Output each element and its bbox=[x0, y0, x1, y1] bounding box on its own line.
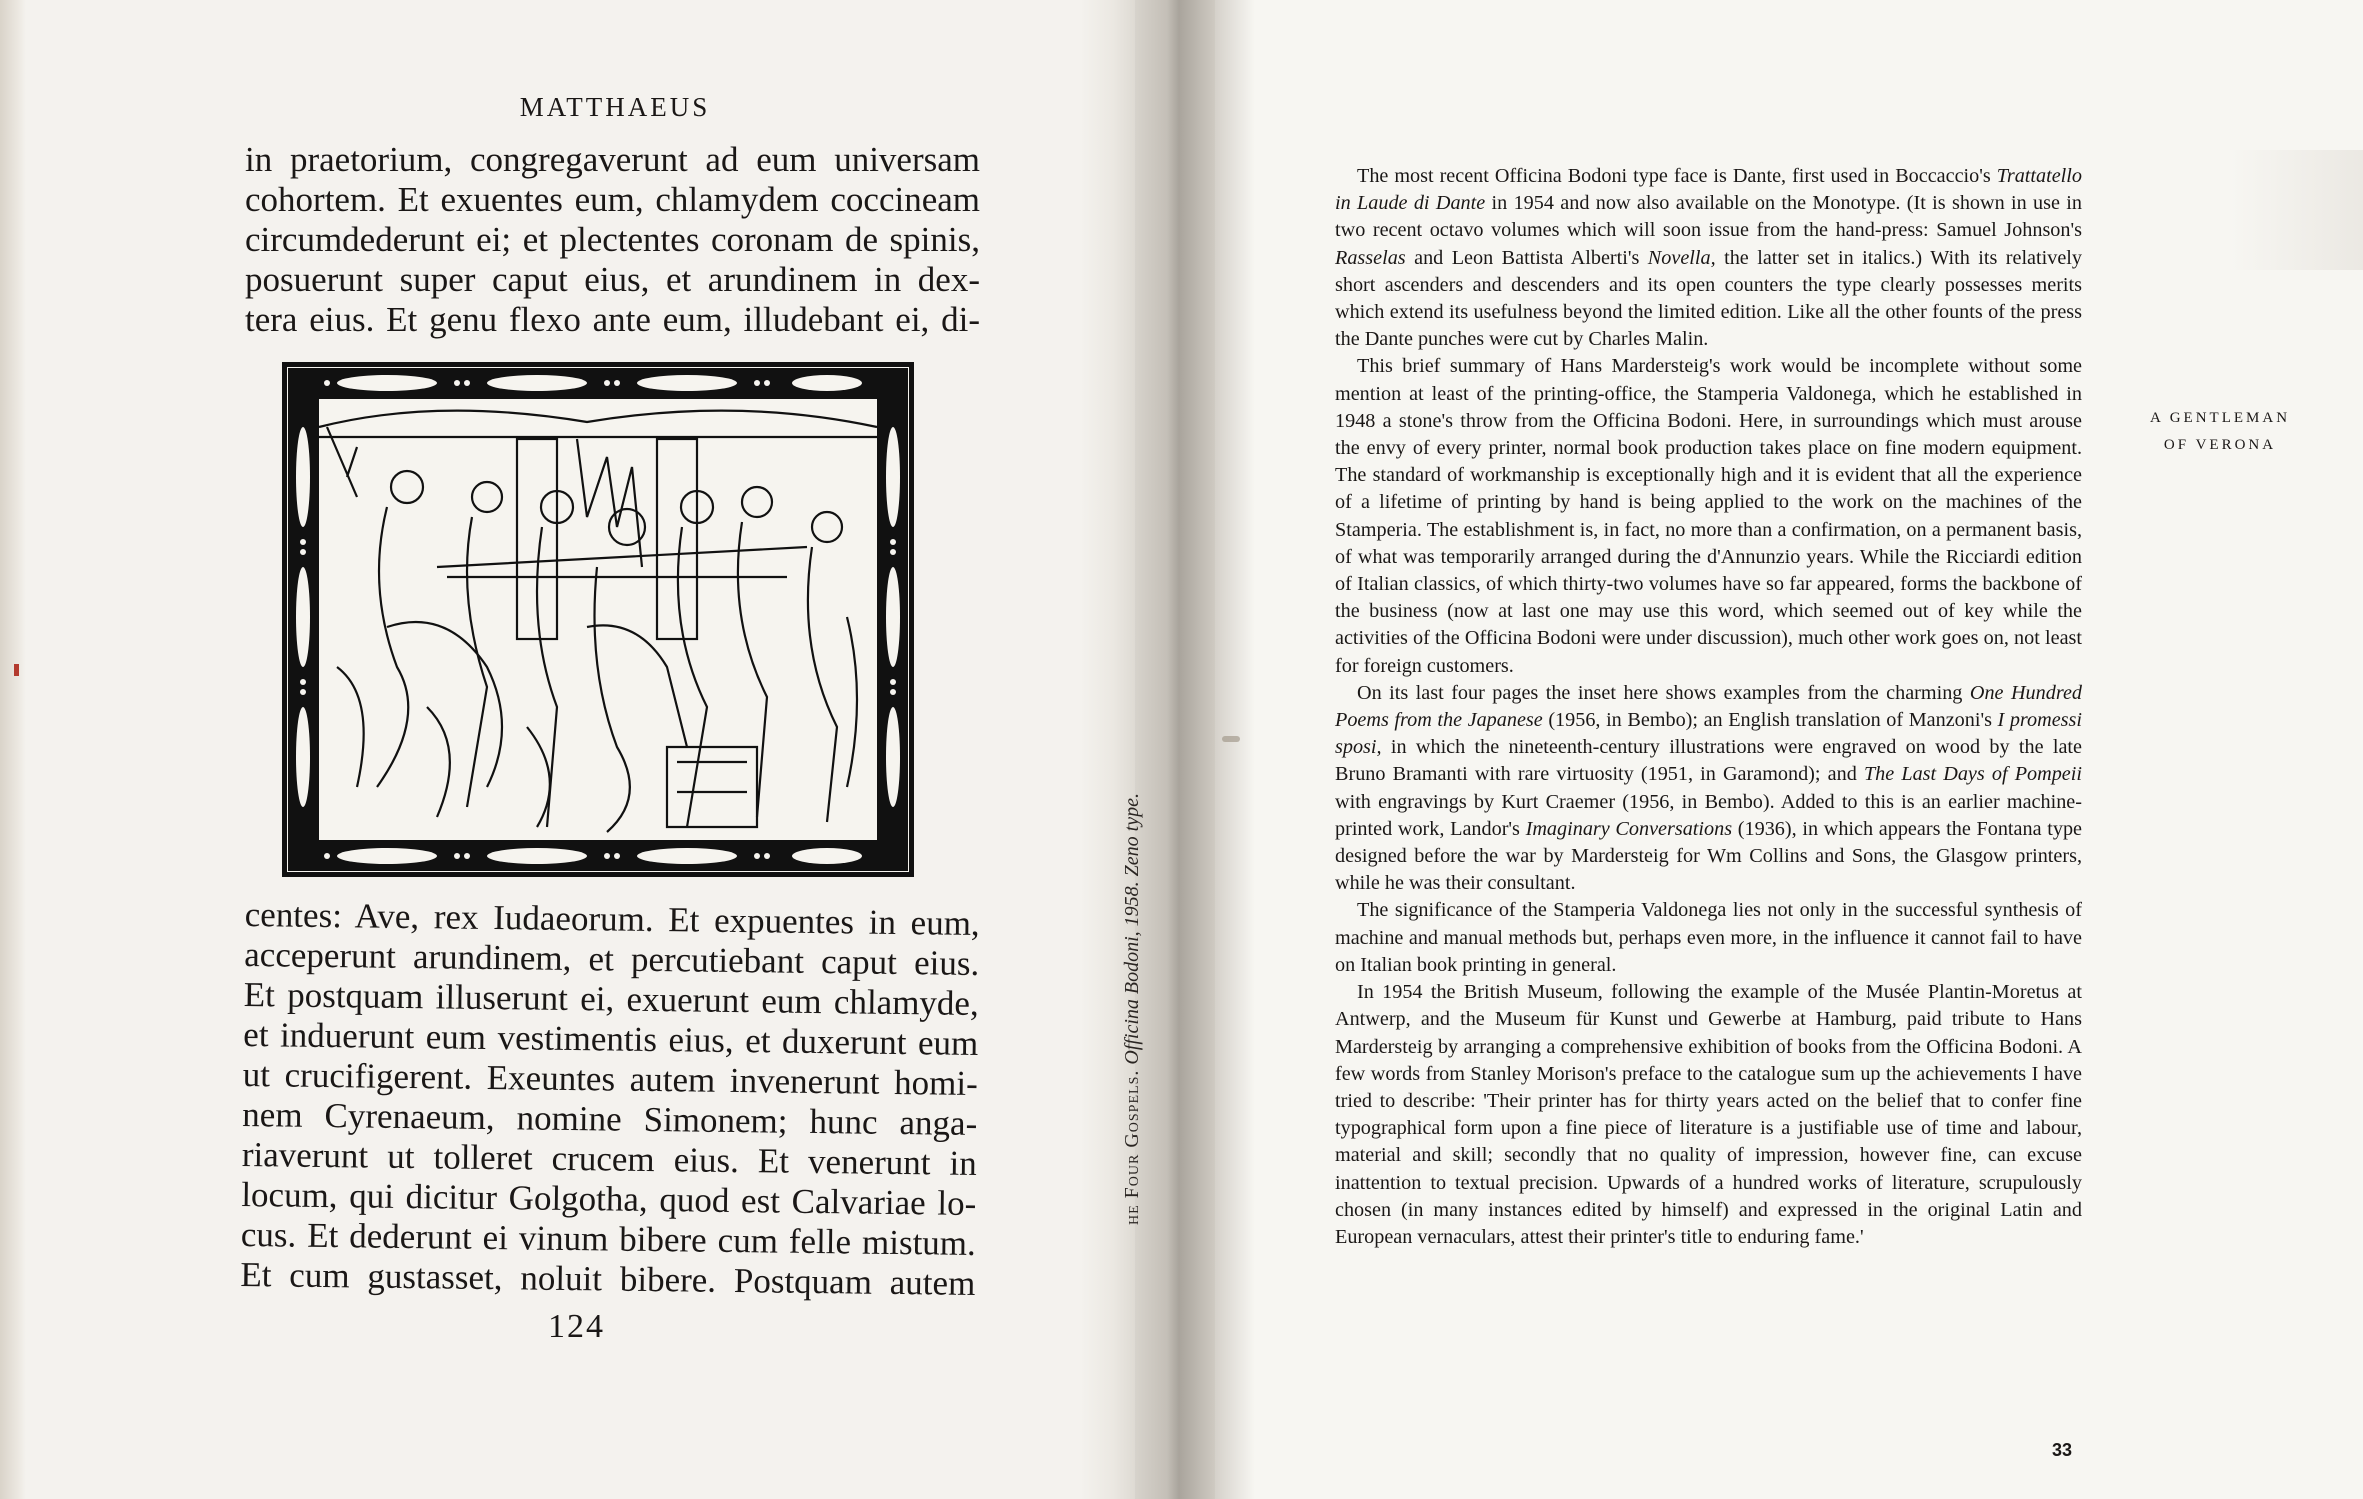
text-run: with engravings by Kurt Craemer (1956, in Bembo). Added to this is an earlier machine-printed work, Landor's bbox=[1335, 790, 2082, 840]
text-line: riaverunt ut tolleret crucem eius. Et venerunt in bbox=[241, 1134, 978, 1183]
text-run: in 1954 and now also available on the Monotype. (It is shown in use in two recent octavo volumes which will soon issue from the hand-press: Samuel Johnson's bbox=[1335, 192, 2082, 242]
text-run: in which the nineteenth-century illustrations were engraved on wood by the late Bruno Bramanti with rare virtuosity (1951, in Garamond); and bbox=[1335, 736, 2082, 786]
text-line: Et postquam illuserunt ei, exuerunt eum chlamyde, bbox=[243, 974, 979, 1023]
right-page-edge bbox=[2230, 150, 2363, 270]
caption-book-title: he Four Gospels. bbox=[1121, 1069, 1143, 1225]
paragraph bbox=[1335, 979, 2082, 1251]
woodcut-scene bbox=[319, 411, 877, 832]
right-body-text bbox=[1335, 163, 2082, 1251]
text-line: nem Cyrenaeum, nomine Simonem; hunc anga- bbox=[242, 1094, 978, 1143]
woodcut-illustration bbox=[282, 362, 914, 877]
italic-title: Trattatello in Laude di Dante bbox=[1335, 165, 2082, 215]
italic-title: I promessi sposi, bbox=[1335, 709, 2082, 759]
paragraph bbox=[1335, 680, 2082, 898]
text-run: In 1954 the British Museum, following the example of the Musée Plantin-Moretus at Antwerp, and the Museum für Kunst und Gewerbe at Hamburg, paid tribute to Hans Mardersteig by arranging a comprehensive exhibition of books from the Officina Bodoni. A few words from Stanley Morison's preface to the catalogue sum up the achievements I have tried to describe: 'Their printer has for thirty years acted on the belief that to confer fine typographical form upon a fine piece of literature is a justifiable use of time and labour, material and skill; secondly that no quality of impression, however fine, can excuse inattention to textual precision. Upwards of a hundred works of literature, scrupulously chosen (in many instances edited by himself) and expressed in the original Latin and European vernaculars, attest their printer's title to enduring fame.' bbox=[1335, 981, 2082, 1248]
paragraph bbox=[1335, 163, 2082, 353]
page-edge-mark bbox=[14, 664, 19, 676]
right-gutter-shadow bbox=[1215, 0, 1255, 1499]
text-line: posuerunt super caput eius, et arundinem in dex- bbox=[245, 260, 980, 299]
spine-caption bbox=[1121, 765, 1155, 1225]
side-heading bbox=[2135, 405, 2305, 459]
text-run: This brief summary of Hans Mardersteig's work would be incomplete without some mention at least of the printing-office, the Stamperia Valdonega, which he established in 1948 a stone's throw from the Officina Bodoni. Here, in surroundings which must arouse the envy of every printer, normal book production takes place on fine modern equipment. The standard of workmanship is exceptionally high and it is evident that all the experience of a lifetime of printing by hand is being applied to the work on the machines of the Stamperia. The establishment is, in fact, no more than a confirmation, on a permanent basis, of what was temporarily arranged during the d'Annunzio years. While the Ricciardi edition of Italian classics, of which thirty-two volumes have so far appeared, forms the backbone of the business (now at last one may use this word, which seemed out of key while the activities of the Officina Bodoni were under discussion), much other work goes on, not least for foreign customers. bbox=[1335, 355, 2082, 677]
left-text-bottom bbox=[240, 895, 980, 1304]
woodcut-image bbox=[287, 367, 909, 872]
border-ornament-left bbox=[289, 369, 317, 870]
book-spine bbox=[1135, 0, 1215, 1499]
italic-title: Novella, bbox=[1647, 246, 1716, 269]
text-line: cohortem. Et exuentes eum, chlamydem coccineam bbox=[245, 180, 980, 219]
page-number-right: 33 bbox=[2052, 1440, 2073, 1460]
paragraph bbox=[1335, 353, 2082, 679]
text-run: (1936), in which appears the Fontana type designed before the war by Mardersteig for Wm Collins and Sons, the Glasgow printers, while he was their consultant. bbox=[1335, 817, 2082, 895]
page-number-left: 124 bbox=[548, 1308, 605, 1345]
text-line: centes: Ave, rex Iudaeorum. Et expuentes in eum, bbox=[244, 895, 980, 943]
left-text-top bbox=[245, 140, 980, 340]
text-run: and Leon Battista Alberti's bbox=[1405, 246, 1648, 269]
text-line: cus. Et dederunt ei vinum bibere cum felle mistum. bbox=[240, 1214, 977, 1263]
text-line: ut crucifigerent. Exeuntes autem invenerunt homi- bbox=[242, 1054, 978, 1103]
text-line: circumdederunt ei; et plectentes coronam de spinis, bbox=[245, 220, 980, 259]
text-line: locum, qui dicitur Golgotha, quod est Calvariae lo- bbox=[241, 1174, 977, 1223]
left-page-edge bbox=[0, 0, 26, 1499]
text-line: tera eius. Et genu flexo ante eum, illudebant ei, di- bbox=[245, 300, 980, 339]
caption-imprint: Officina Bodoni, 1958. Zeno type. bbox=[1121, 793, 1143, 1070]
side-heading-line: A GENTLEMAN bbox=[2149, 410, 2291, 426]
text-line: in praetorium, congregaverunt ad eum universam bbox=[245, 140, 980, 179]
text-run: The significance of the Stamperia Valdonega lies not only in the successful synthesis of machine and manual methods but, perhaps even more, in the influence it cannot fail to have on Italian book printing in general. bbox=[1335, 899, 2082, 976]
text-run: The most recent Officina Bodoni type face is Dante, first used in Boccaccio's bbox=[1357, 165, 1997, 187]
text-line: acceperunt arundinem, et percutiebant caput eius. bbox=[244, 934, 980, 983]
running-head: MATTHAEUS bbox=[519, 92, 711, 122]
border-ornament-bottom bbox=[289, 842, 907, 870]
paper-smudge bbox=[1222, 736, 1240, 742]
side-heading-line: OF VERONA bbox=[2163, 437, 2277, 453]
italic-title: One Hundred Poems from the Japanese bbox=[1335, 681, 2082, 732]
text-run: (1956, in Bembo); an English translation of Manzoni's bbox=[1542, 709, 1998, 732]
italic-title: The Last Days of Pompeii bbox=[1863, 763, 2082, 786]
text-line: Et cum gustasset, noluit bibere. Postquam autem bbox=[240, 1254, 976, 1303]
text-run: On its last four pages the inset here shows examples from the charming bbox=[1357, 681, 1970, 704]
paragraph bbox=[1335, 897, 2082, 979]
text-line: et induerunt eum vestimentis eius, et duxerunt eum bbox=[243, 1014, 979, 1063]
italic-title: Rasselas bbox=[1335, 246, 1406, 269]
border-ornament-top bbox=[289, 369, 907, 397]
italic-title: Imaginary Conversations bbox=[1525, 817, 1733, 840]
text-run: the latter set in italics.) With its relatively short ascenders and descenders and its open counters the type clearly possesses merits which extend its usefulness beyond the limited edition. Like all the other founts of the press the Dante punches were cut by Charles Malin. bbox=[1335, 246, 2082, 351]
border-ornament-right bbox=[879, 369, 907, 870]
left-gutter-shadow bbox=[1080, 0, 1135, 1499]
